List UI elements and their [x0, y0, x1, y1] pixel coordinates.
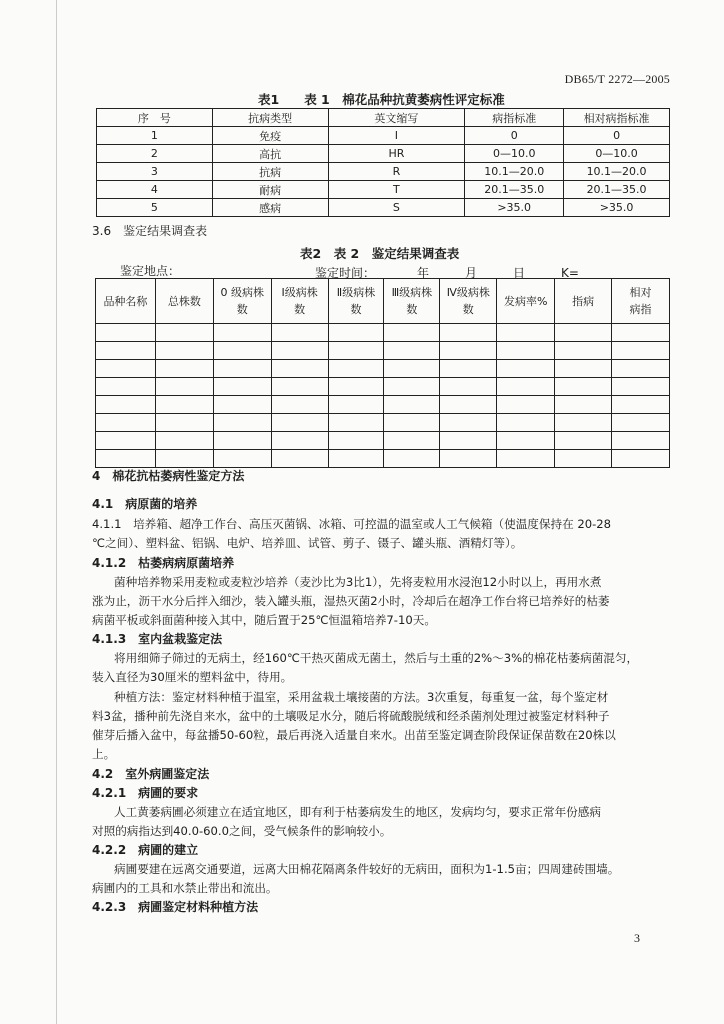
header-total-plants: 总株数	[155, 279, 213, 324]
table-cell	[96, 324, 156, 342]
table-cell	[213, 324, 271, 342]
page-edge-left	[56, 0, 57, 1024]
table-row	[96, 450, 670, 468]
table-cell	[271, 432, 328, 450]
table-cell: 2	[97, 145, 213, 163]
table-cell: >35.0	[564, 199, 670, 217]
header-variety-name: 品种名称	[96, 279, 156, 324]
table-cell	[213, 378, 271, 396]
header-cell: 序 号	[97, 109, 213, 127]
table-row	[96, 324, 670, 342]
table-cell	[384, 450, 440, 468]
table2-caption: 表2 表 2 鉴定结果调查表	[300, 246, 460, 261]
table-cell	[96, 450, 156, 468]
table-cell	[384, 378, 440, 396]
header-cell: 病指标准	[465, 109, 564, 127]
table-cell: 0—10.0	[465, 145, 564, 163]
table-cell	[213, 342, 271, 360]
table-cell	[155, 342, 213, 360]
table-cell	[271, 396, 328, 414]
table-cell	[497, 378, 555, 396]
table-cell	[612, 414, 670, 432]
table-cell: >35.0	[465, 199, 564, 217]
section-3-6-heading: 3.6 鉴定结果调查表	[92, 224, 208, 238]
section-4-1-heading: 4.1 病原菌的培养	[92, 497, 198, 511]
paragraph-line: 病菌平板或斜面菌种接入其中，随后置于25℃恒温箱培养7-10天。	[92, 613, 436, 627]
table-row	[96, 396, 670, 414]
location-label: 鉴定地点：	[120, 264, 181, 278]
table-cell	[384, 342, 440, 360]
survey-table-body	[96, 324, 670, 468]
table-cell	[271, 378, 328, 396]
table-cell	[555, 450, 612, 468]
table-cell	[213, 414, 271, 432]
section-4-1-2-heading: 4.1.2 枯萎病病原菌培养	[92, 556, 235, 570]
table-cell	[328, 432, 384, 450]
table-cell: 3	[97, 163, 213, 181]
table-cell	[96, 414, 156, 432]
header-relative-index: 相对 病指	[612, 279, 670, 324]
table-cell: 0—10.0	[564, 145, 670, 163]
survey-results-table	[95, 278, 670, 468]
table-cell: T	[328, 181, 465, 199]
header-cell: 抗病类型	[212, 109, 328, 127]
table-cell	[96, 378, 156, 396]
table-cell	[271, 342, 328, 360]
table-cell	[440, 414, 497, 432]
header-grade2: Ⅱ级病株 数	[328, 279, 384, 324]
date-label: 鉴定时间： 年 月 日 K=	[315, 266, 579, 280]
table-cell	[96, 342, 156, 360]
table-cell	[497, 396, 555, 414]
paragraph-line: 人工黄萎病圃必须建立在适宜地区，即有利于枯萎病发生的地区，发病均匀，要求正常年份感病	[114, 805, 601, 819]
table-header-row	[96, 279, 670, 324]
table-cell: 10.1—20.0	[465, 163, 564, 181]
table-cell	[440, 450, 497, 468]
table-cell	[271, 414, 328, 432]
table-cell	[271, 360, 328, 378]
table-cell	[155, 396, 213, 414]
table-row	[97, 163, 670, 181]
table-cell	[155, 378, 213, 396]
resistance-criteria-table	[96, 108, 670, 217]
section-4-1-3-heading: 4.1.3 室内盆栽鉴定法	[92, 632, 223, 646]
table-cell	[440, 360, 497, 378]
paragraph-line: 病圃要建在远离交通要道，远离大田棉花隔离条件较好的无病田，面积为1-1.5亩；四周建砖围墙。	[114, 862, 620, 876]
table-cell	[155, 324, 213, 342]
paragraph-line: 料3盆，播种前先浇自来水，盆中的土壤吸足水分，随后将硫酸脱绒和经杀菌剂处理过被鉴定材料种子	[92, 709, 610, 723]
paragraph-line: 种植方法：鉴定材料种植于温室，采用盆栽土壤接菌的方法。3次重复，每重复一盆，每个鉴定材	[114, 690, 609, 704]
header-grade1: Ⅰ级病株 数	[271, 279, 328, 324]
paragraph-line: 菌种培养物采用麦粒或麦粒沙培养（麦沙比为3比1），先将麦粒用水浸泡12小时以上，再用水煮	[114, 575, 602, 589]
table1-caption: 表1 表 1 棉花品种抗黄萎病性评定标准	[258, 92, 505, 107]
table-cell	[328, 378, 384, 396]
table-row	[96, 378, 670, 396]
page-number: 3	[634, 931, 640, 945]
paragraph-line: 病圃内的工具和水禁止带出和流出。	[92, 881, 278, 895]
table-cell	[155, 450, 213, 468]
table-cell: 抗病	[212, 163, 328, 181]
table-cell	[213, 360, 271, 378]
table-cell	[555, 324, 612, 342]
table-cell	[440, 324, 497, 342]
table-cell	[555, 396, 612, 414]
table-cell: 耐病	[212, 181, 328, 199]
table-cell	[213, 432, 271, 450]
table-cell	[96, 396, 156, 414]
header-cell: 相对病指标准	[564, 109, 670, 127]
table-cell	[384, 432, 440, 450]
section-4-2-1-heading: 4.2.1 病圃的要求	[92, 786, 199, 800]
table-cell	[612, 378, 670, 396]
table-cell: I	[328, 127, 465, 145]
header-grade3: Ⅲ级病株 数	[384, 279, 440, 324]
table-row	[97, 127, 670, 145]
table-cell: 10.1—20.0	[564, 163, 670, 181]
table-cell: R	[328, 163, 465, 181]
table-cell	[497, 342, 555, 360]
table-cell	[555, 360, 612, 378]
table-row	[96, 342, 670, 360]
table-cell	[384, 360, 440, 378]
table-row	[96, 414, 670, 432]
section-4-2-2-heading: 4.2.2 病圃的建立	[92, 843, 199, 857]
table-row	[96, 360, 670, 378]
table-cell	[96, 432, 156, 450]
table-cell: HR	[328, 145, 465, 163]
table-cell	[328, 324, 384, 342]
paragraph-line: 对照的病指达到40.0-60.0之间，受气候条件的影响较小。	[92, 824, 392, 838]
table-cell: 20.1—35.0	[465, 181, 564, 199]
table-cell	[328, 450, 384, 468]
table-cell: 1	[97, 127, 213, 145]
header-disease-index: 指病	[555, 279, 612, 324]
table-cell	[497, 360, 555, 378]
table-cell	[440, 432, 497, 450]
paragraph-line: 将用细筛子筛过的无病土，经160℃干热灭菌成无菌土，然后与土重的2%～3%的棉花枯萎病菌混匀，	[114, 651, 639, 665]
table-cell	[155, 432, 213, 450]
table-cell	[384, 414, 440, 432]
table-cell	[213, 450, 271, 468]
table-row	[97, 145, 670, 163]
section-4-heading: 4 棉花抗枯萎病性鉴定方法	[92, 469, 245, 483]
table-cell	[612, 396, 670, 414]
table-cell	[328, 396, 384, 414]
table-cell	[328, 360, 384, 378]
table-cell	[555, 378, 612, 396]
section-4-1-1-line1: 4.1.1 培养箱、超净工作台、高压灭菌锅、冰箱、可控温的温室或人工气候箱（使温度保持在 20-28	[92, 517, 612, 531]
table-cell	[96, 360, 156, 378]
table-cell: 0	[465, 127, 564, 145]
table-cell: 4	[97, 181, 213, 199]
table-cell: 20.1—35.0	[564, 181, 670, 199]
table-cell	[213, 396, 271, 414]
table-cell	[555, 342, 612, 360]
paragraph-line: 涨为止，沥干水分后拌入细沙，装入罐头瓶，湿热灭菌2小时，冷却后在超净工作台将已培养好的枯萎	[92, 594, 610, 608]
paragraph-line: 上。	[92, 747, 116, 761]
table-header-row	[97, 109, 670, 127]
table-row	[96, 432, 670, 450]
header-incidence-rate: 发病率%	[497, 279, 555, 324]
table-cell	[384, 324, 440, 342]
table-cell	[328, 414, 384, 432]
table-cell: 免疫	[212, 127, 328, 145]
header-cell: 英文缩写	[328, 109, 465, 127]
table-cell: 5	[97, 199, 213, 217]
table-cell	[497, 414, 555, 432]
paragraph-line: 催芽后播入盆中，每盆播50-60粒，最后再浇入适量自来水。出苗至鉴定调查阶段保证保苗数在20株以	[92, 728, 616, 742]
table-cell	[497, 324, 555, 342]
table-cell	[440, 378, 497, 396]
table-cell	[440, 342, 497, 360]
table-cell	[155, 360, 213, 378]
document-code: DB65/T 2272—2005	[564, 72, 670, 86]
table-cell	[497, 432, 555, 450]
table-cell	[440, 396, 497, 414]
table-cell	[612, 342, 670, 360]
table-cell	[384, 396, 440, 414]
table-cell	[271, 324, 328, 342]
table-cell: 高抗	[212, 145, 328, 163]
table-cell	[612, 450, 670, 468]
table-cell	[497, 450, 555, 468]
table-cell	[155, 414, 213, 432]
table-cell: S	[328, 199, 465, 217]
table-row	[97, 181, 670, 199]
header-grade4: Ⅳ级病株 数	[440, 279, 497, 324]
table-cell	[555, 414, 612, 432]
table-cell: 0	[564, 127, 670, 145]
header-grade0: 0 级病株 数	[213, 279, 271, 324]
table-cell	[555, 432, 612, 450]
paragraph-line: 装入直径为30厘米的塑料盆中，待用。	[92, 670, 293, 684]
table-row	[97, 199, 670, 217]
section-4-2-3-heading: 4.2.3 病圃鉴定材料种植方法	[92, 900, 259, 914]
section-4-1-1-line2: ℃之间）、塑料盆、铝锅、电炉、培养皿、试管、剪子、镊子、罐头瓶、酒精灯等）。	[92, 536, 523, 550]
table-cell	[271, 450, 328, 468]
table-cell	[328, 342, 384, 360]
table-cell	[612, 432, 670, 450]
table-cell	[612, 324, 670, 342]
table-cell: 感病	[212, 199, 328, 217]
section-4-2-heading: 4.2 室外病圃鉴定法	[92, 767, 210, 781]
table-cell	[612, 360, 670, 378]
